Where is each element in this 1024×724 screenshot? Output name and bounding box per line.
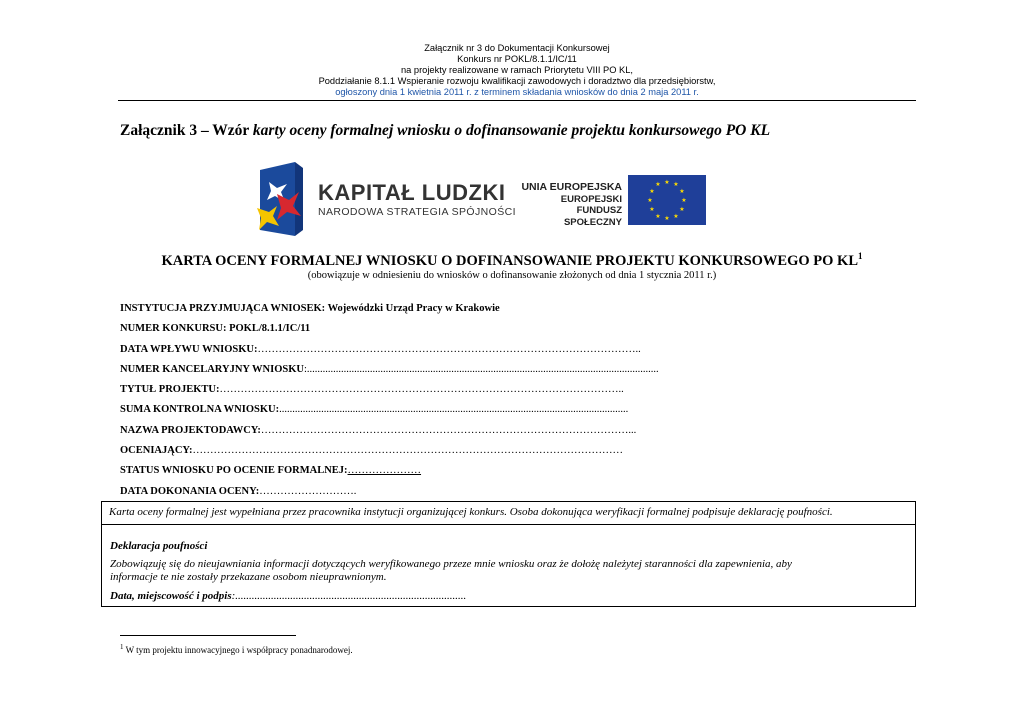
svg-text:★: ★ xyxy=(649,188,655,195)
field-institution: INSTYTUCJA PRZYJMUJĄCA WNIOSEK: Wojewódzki Urząd Pracy w Krakowie xyxy=(120,303,500,314)
signature-label: Data, miejscowość i podpis xyxy=(110,590,232,602)
field-checksum[interactable]: SUMA KONTROLNA WNIOSKU:..................................................................................................................................... xyxy=(120,404,629,416)
header-line-4: Poddziałanie 8.1.1 Wspieranie rozwoju kwalifikacji zawodowych i doradztwo dla przedsiębiorstw, xyxy=(318,76,716,86)
svg-text:★: ★ xyxy=(681,197,687,204)
kl-subtitle: NARODOWA STRATEGIA SPÓJNOŚCI xyxy=(318,206,516,218)
svg-text:★: ★ xyxy=(673,213,679,220)
document-title xyxy=(120,122,770,140)
header-line-1: Załącznik nr 3 do Dokumentacji Konkursowej xyxy=(424,43,610,53)
card-title-text: KARTA OCENY FORMALNEJ WNIOSKU O DOFINANSOWANIE PROJEKTU KONKURSOWEGO PO KL xyxy=(161,253,858,269)
svg-text:★: ★ xyxy=(679,206,685,213)
eu-logo-text xyxy=(519,182,622,228)
svg-text:★: ★ xyxy=(655,213,661,220)
declaration-body-1: Zobowiązuję się do nieujawniania informacji dotyczących weryfikowanego przeze mnie wniosku oraz że dołożę należytej staranności dla zapewnienia, aby xyxy=(110,558,792,570)
field-evaluation-date[interactable]: DATA DOKONANIA OCENY:………………………. xyxy=(120,485,357,497)
svg-text:★: ★ xyxy=(647,197,653,204)
header-line-5: ogłoszony dnia 1 kwietnia 2011 r. z terminem składania wniosków do dnia 2 maja 2011 r. xyxy=(335,87,699,97)
declaration-body-2: informacje te nie zostały przekazane osobom nieuprawnionym. xyxy=(110,571,387,583)
card-subtitle: (obowiązuje w odniesieniu do wniosków o dofinansowanie złożonych od dnia 1 stycznia 2011 r.) xyxy=(307,270,717,281)
footnote-text: W tym projektu innowacyjnego i współpracy ponadnarodowej. xyxy=(123,645,353,655)
field-status[interactable]: STATUS WNIOSKU PO OCENIE FORMALNEJ:………………… xyxy=(120,465,422,477)
kl-name: KAPITAŁ LUDZKI xyxy=(318,180,506,205)
form-fields xyxy=(120,302,920,505)
document-header xyxy=(118,43,916,98)
svg-text:★: ★ xyxy=(664,215,670,222)
card-title-footnote-ref: 1 xyxy=(858,251,863,262)
footnote-divider xyxy=(120,635,296,636)
declaration-heading: Deklaracja poufności xyxy=(110,540,208,552)
footnote xyxy=(120,643,353,655)
field-evaluator[interactable]: OCENIAJĄCY:…………………………………………………………………………………………………………… xyxy=(120,445,624,457)
confidentiality-box xyxy=(101,501,916,607)
box-divider xyxy=(102,524,915,525)
header-line-2: Konkurs nr POKL/8.1.1/IC/11 xyxy=(457,54,577,64)
eu-line-2: EUROPEJSKI xyxy=(560,193,622,205)
header-divider xyxy=(118,100,916,101)
eu-line-3: FUNDUSZ SPOŁECZNY xyxy=(563,205,622,228)
signature-dots: :.................................................................................... xyxy=(231,590,467,602)
field-applicant-name[interactable]: NAZWA PROJEKTODAWCY:……………………………………………………………………………………………... xyxy=(120,424,637,436)
eu-line-1: UNIA EUROPEJSKA xyxy=(521,181,622,193)
field-project-title[interactable]: TYTUŁ PROJEKTU:…………………………………………………………………………………………………….. xyxy=(120,384,624,396)
field-competition-number: NUMER KONKURSU: POKL/8.1.1/IC/11 xyxy=(120,323,311,335)
field-receipt-date[interactable]: DATA WPŁYWU WNIOSKU:……………………………………………………………………………………………….. xyxy=(120,343,641,355)
signature-field[interactable] xyxy=(110,590,466,602)
svg-text:★: ★ xyxy=(679,188,685,195)
svg-text:★: ★ xyxy=(649,206,655,213)
footnote-number: 1 xyxy=(120,643,124,651)
card-title xyxy=(0,253,1024,270)
svg-text:★: ★ xyxy=(673,181,679,188)
header-line-3: na projekty realizowane w ramach Priorytetu VIII PO KL, xyxy=(400,65,633,75)
title-italic: karty oceny formalnej wniosku o dofinansowanie projektu konkursowego PO KL xyxy=(252,122,771,139)
title-prefix: Załącznik 3 – Wzór xyxy=(120,122,253,139)
box-note: Karta oceny formalnej jest wypełniana przez pracownika instytucji organizującej konkurs. Osoba dokonująca weryfikacji formalnej podpisuje deklarację poufności. xyxy=(109,506,833,518)
svg-text:★: ★ xyxy=(664,179,670,186)
field-office-number[interactable]: NUMER KANCELARYJNY WNIOSKU:...................................................................................................................................... xyxy=(120,363,659,375)
svg-text:★: ★ xyxy=(655,181,661,188)
